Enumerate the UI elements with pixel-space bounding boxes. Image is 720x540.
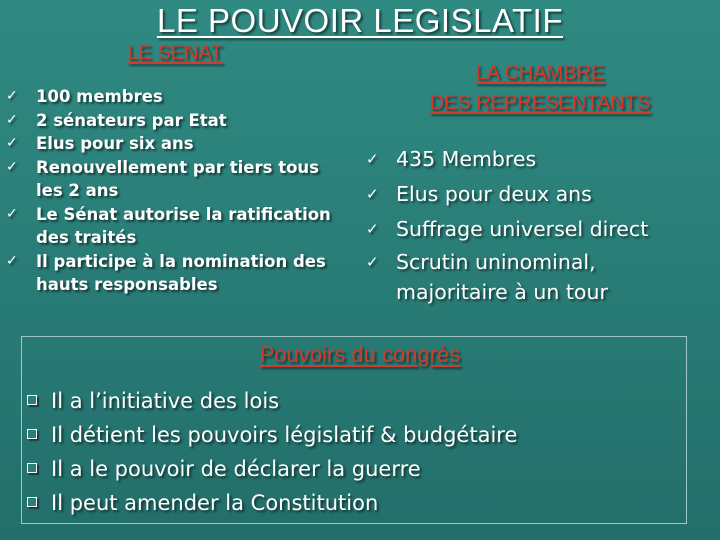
checkmark-icon: ✓ [366, 220, 379, 238]
list-item [0, 109, 350, 133]
list-item [360, 142, 710, 177]
square-bullet-icon [27, 395, 37, 405]
list-item [0, 250, 350, 297]
list-item [27, 384, 707, 418]
checkmark-icon: ✓ [6, 158, 18, 175]
checkmark-icon: ✓ [6, 252, 18, 269]
chambre-item-text: Scrutin uninominal, majoritaire à un tour [396, 250, 608, 304]
chambre-heading [380, 58, 700, 118]
senat-item-text: 2 sénateurs par Etat [36, 110, 227, 130]
square-bullet-icon [27, 463, 37, 473]
list-item [0, 156, 350, 203]
senat-item-text: Il participe à la nomination des hauts responsables [36, 251, 326, 294]
list-item [0, 132, 350, 156]
list-item [360, 247, 710, 307]
chambre-heading-line2: DES REPRESENTANTS [429, 92, 651, 114]
slide-title: LE POUVOIR LEGISLATIF [156, 2, 563, 39]
chambre-item-text: Elus pour deux ans [396, 182, 592, 206]
square-bullet-icon [27, 497, 37, 507]
checkmark-icon: ✓ [366, 253, 379, 271]
congres-item-text: Il a l’initiative des lois [51, 389, 280, 413]
senat-heading: LE SENAT [127, 42, 223, 64]
square-bullet-icon [27, 429, 37, 439]
checkmark-icon: ✓ [6, 135, 18, 151]
list-item [27, 418, 707, 452]
checkmark-icon: ✓ [6, 205, 18, 222]
senat-item-text: Le Sénat autorise la ratification des traités [36, 204, 331, 247]
list-item [27, 486, 707, 520]
list-item [0, 85, 350, 109]
list-item [360, 177, 710, 212]
checkmark-icon: ✓ [366, 185, 379, 203]
congres-item-text: Il détient les pouvoirs législatif & budgétaire [51, 423, 518, 447]
chambre-heading-line1: LA CHAMBRE [475, 62, 605, 84]
senat-item-text: 100 membres [36, 87, 163, 106]
congres-list [27, 384, 707, 520]
congres-heading: Pouvoirs du congrès [259, 342, 461, 367]
checkmark-icon: ✓ [6, 88, 18, 104]
list-item [360, 212, 710, 247]
checkmark-icon: ✓ [6, 111, 18, 128]
congres-item-text: Il a le pouvoir de déclarer la guerre [51, 457, 421, 481]
checkmark-icon: ✓ [366, 150, 379, 168]
congres-item-text: Il peut amender la Constitution [51, 491, 379, 515]
list-item [27, 452, 707, 486]
senat-item-text: Renouvellement par tiers tous les 2 ans [36, 157, 319, 200]
senat-list [0, 85, 350, 297]
chambre-item-text: 435 Membres [396, 147, 537, 171]
list-item [0, 203, 350, 250]
chambre-list [360, 142, 710, 307]
senat-item-text: Elus pour six ans [36, 134, 194, 153]
chambre-item-text: Suffrage universel direct [396, 217, 649, 241]
